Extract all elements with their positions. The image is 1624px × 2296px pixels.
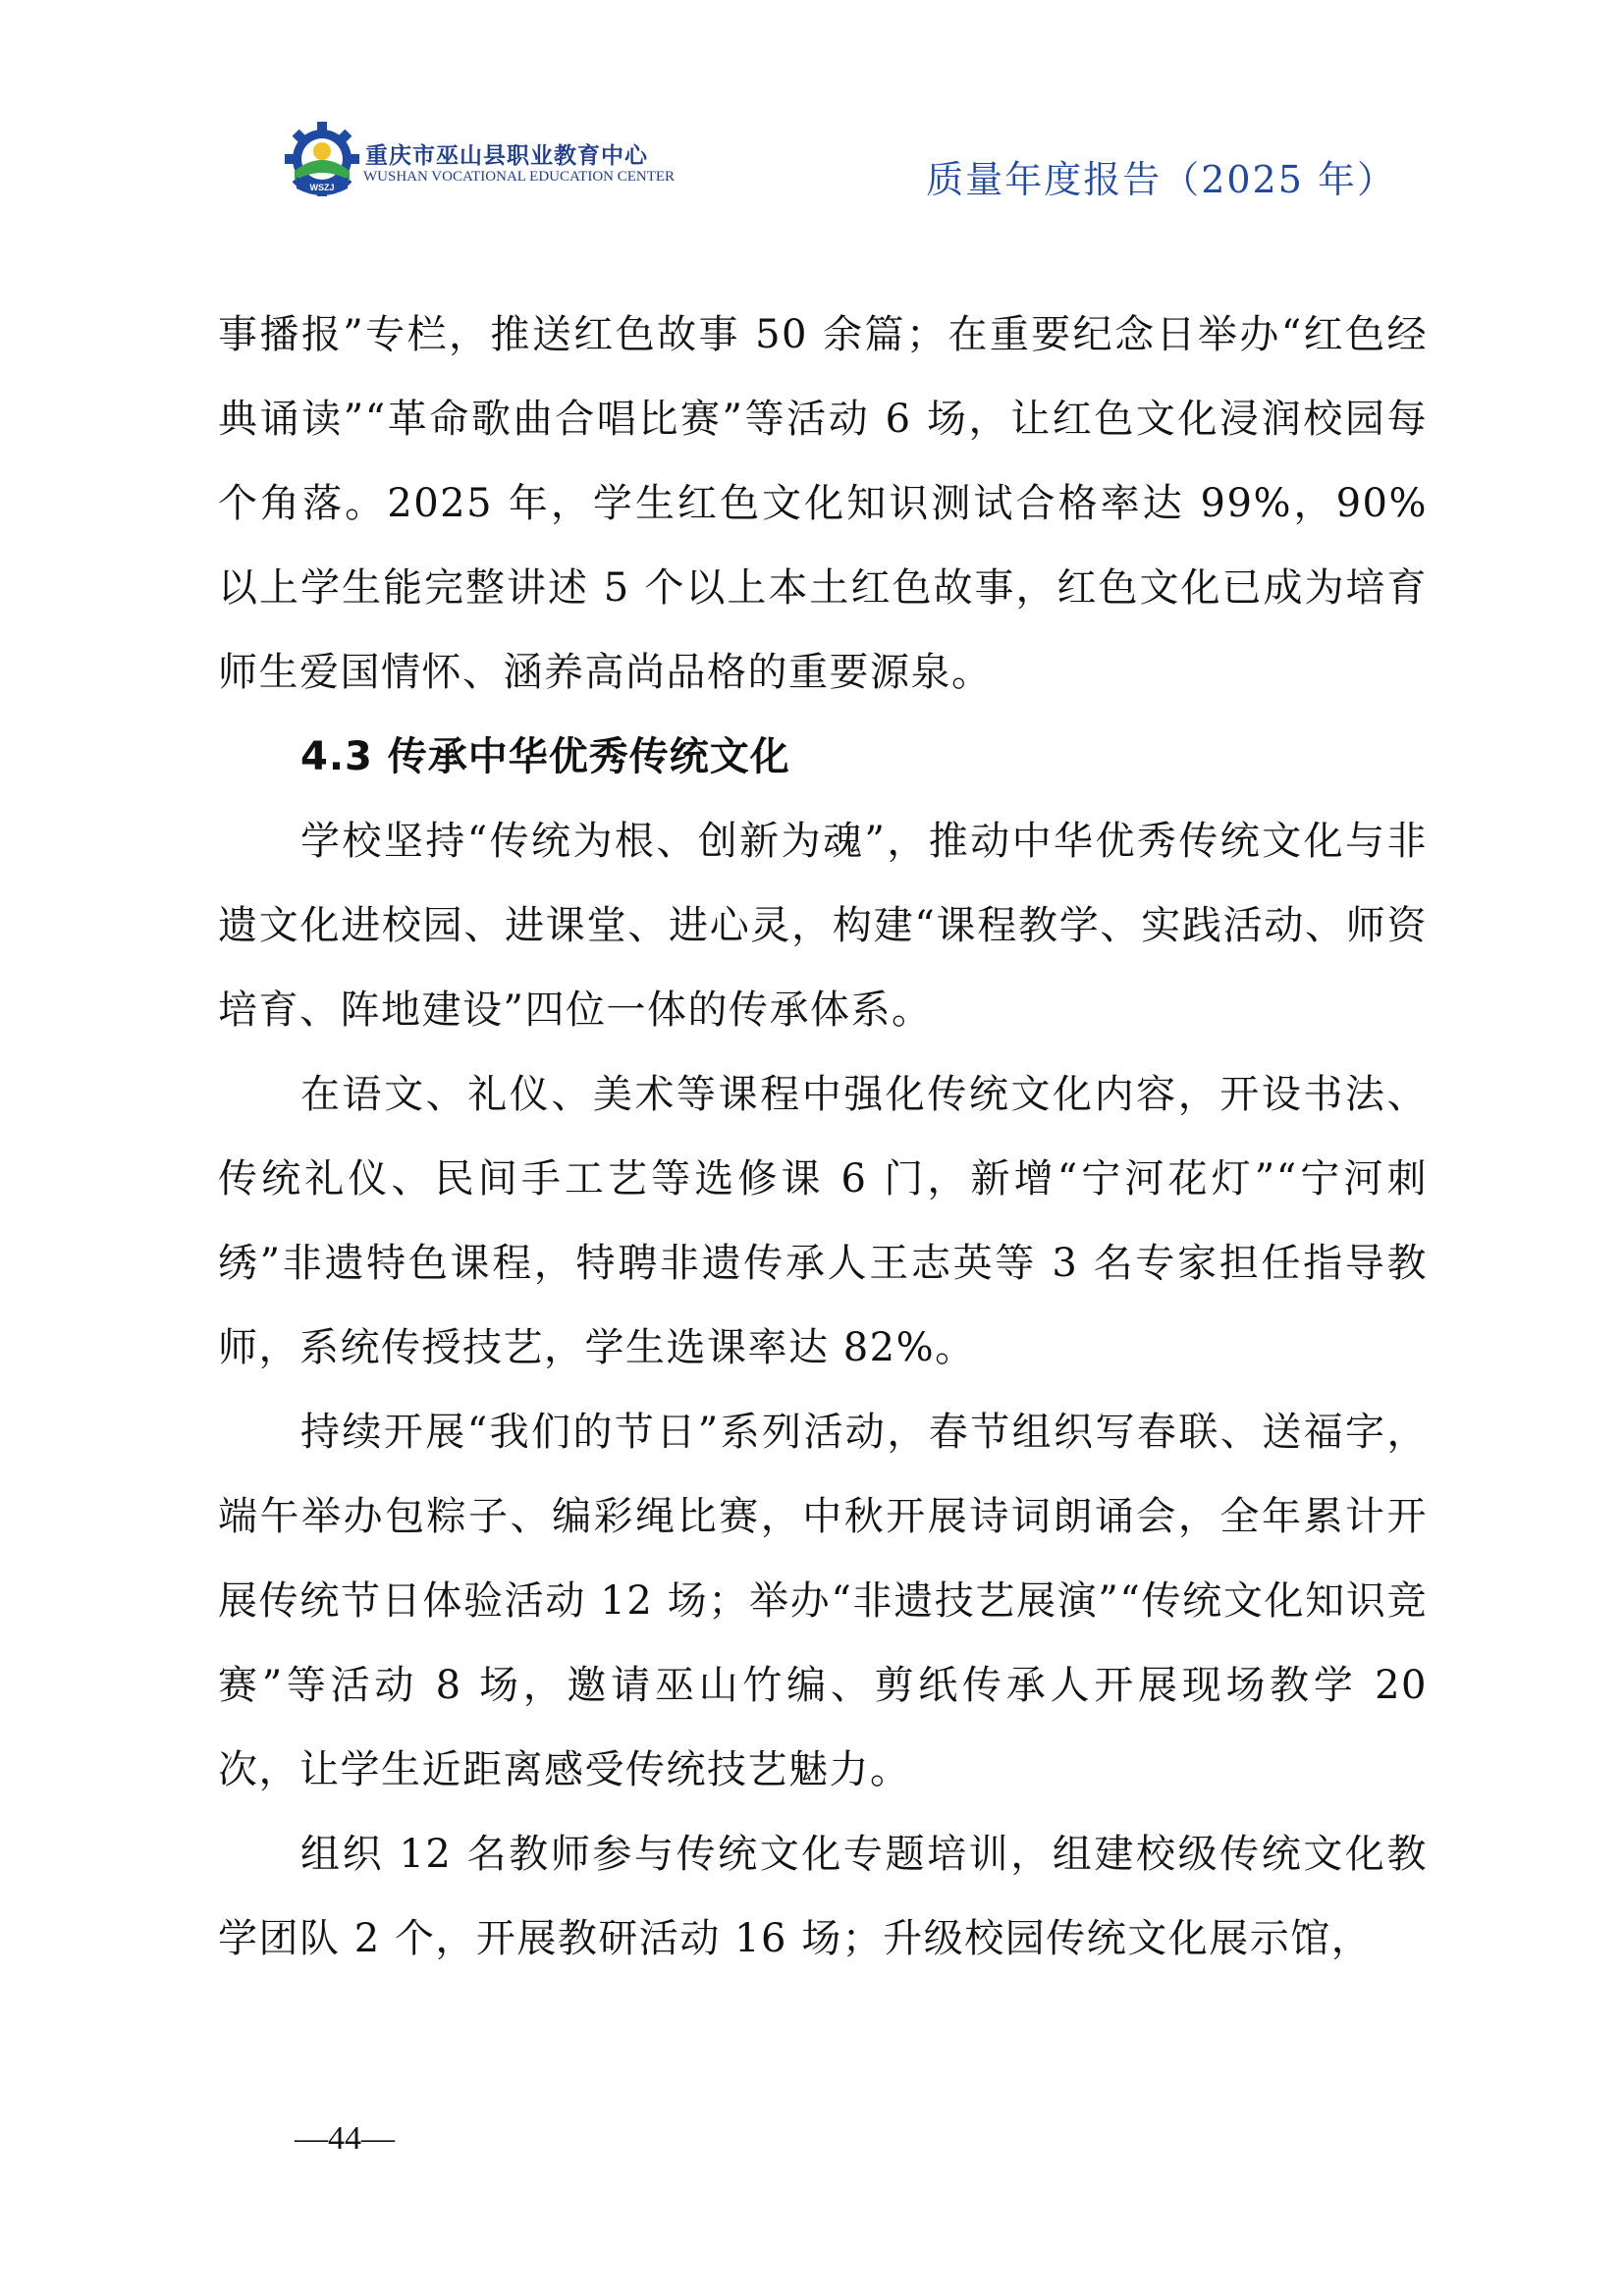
page-body bbox=[218, 293, 1428, 1981]
school-name-en: WUSHAN VOCATIONAL EDUCATION CENTER bbox=[363, 169, 676, 185]
paragraph: 持续开展“我们的节日”系列活动，春节组织写春联、送福字，端午举办包粽子、编彩绳比赛，中秋开展诗词朗诵会，全年累计开展传统节日体验活动 12 场；举办“非遗技艺展演”“传统文化知识竞赛”等活动 8 场，邀请巫山竹编、剪纸传承人开展现场教学 20 次，让学生近距离感受传统技艺魅力。 bbox=[218, 1410, 1428, 1792]
paragraph: 在语文、礼仪、美术等课程中强化传统文化内容，开设书法、传统礼仪、民间手工艺等选修课 6 门，新增“宁河花灯”“宁河刺绣”非遗特色课程，特聘非遗传承人王志英等 3 名专家担任指导教师，系统传授技艺，学生选课率达 82%。 bbox=[218, 1072, 1428, 1370]
page-number: —44— bbox=[295, 2120, 395, 2157]
page-header bbox=[0, 0, 1624, 216]
school-logo-icon bbox=[273, 110, 371, 208]
section-heading: 4.3 传承中华优秀传统文化 bbox=[300, 734, 790, 779]
paragraph-continued: 事播报”专栏，推送红色故事 50 余篇；在重要纪念日举办“红色经典诵读”“革命歌曲合唱比赛”等活动 6 场，让红色文化浸润校园每个角落。2025 年，学生红色文化知识测试合格率达 99%，90%以上学生能完整讲述 5 个以上本土红色故事，红色文化已成为培育师生爱国情怀、涵养高尚品格的重要源泉。 bbox=[218, 312, 1428, 695]
school-name-cn: 重庆市巫山县职业教育中心 bbox=[365, 143, 648, 169]
paragraph: 学校坚持“传统为根、创新为魂”，推动中华优秀传统文化与非遗文化进校园、进课堂、进心灵，构建“课程教学、实践活动、师资培育、阵地建设”四位一体的传承体系。 bbox=[218, 819, 1428, 1033]
logo-text: WSZJ bbox=[309, 183, 335, 192]
report-title: 质量年度报告（2025 年） bbox=[926, 158, 1396, 201]
paragraph: 组织 12 名教师参与传统文化专题培训，组建校级传统文化教学团队 2 个，开展教研活动 16 场；升级校园传统文化展示馆， bbox=[218, 1832, 1428, 1961]
